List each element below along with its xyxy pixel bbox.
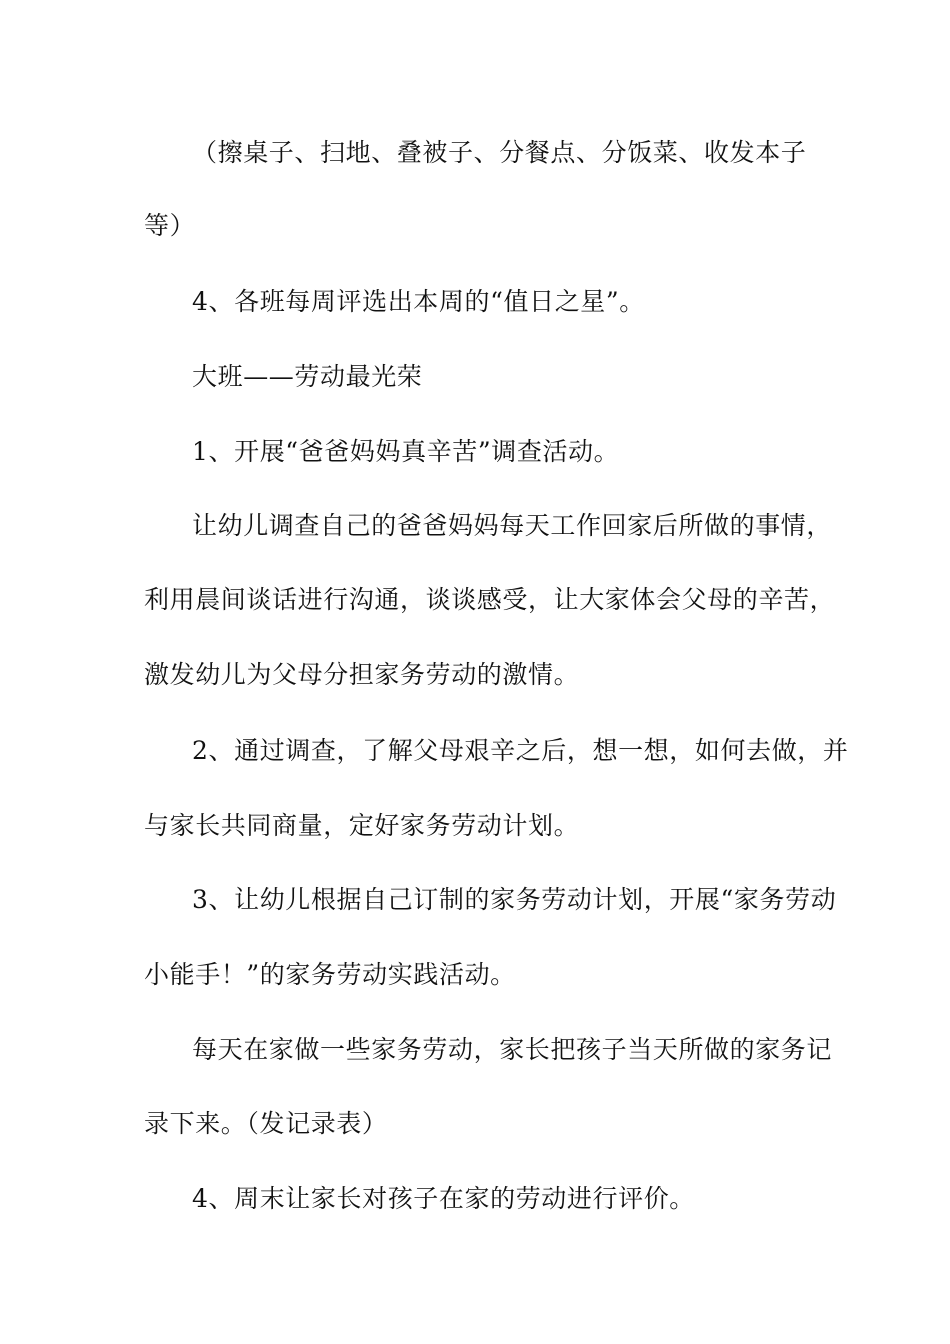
- text-line: 2、通过调查，了解父母艰辛之后，想一想，如何去做，并: [192, 736, 849, 765]
- text-line: 4、周末让家长对孩子在家的劳动进行评价。: [192, 1184, 695, 1213]
- text-line: 利用晨间谈话进行沟通，谈谈感受，让大家体会父母的辛苦，: [144, 585, 836, 614]
- text-line: 1、开展“爸爸妈妈真辛苦”调查活动。: [192, 437, 620, 466]
- text-line: 每天在家做一些家务劳动，家长把孩子当天所做的家务记: [192, 1035, 833, 1064]
- text-line: 激发幼儿为父母分担家务劳动的激情。: [144, 660, 580, 689]
- text-line: 4、各班每周评选出本周的“值日之星”。: [192, 287, 645, 316]
- text-line: 录下来。（发记录表）: [144, 1109, 388, 1138]
- text-line: 让幼儿调查自己的爸爸妈妈每天工作回家后所做的事情，: [192, 511, 833, 540]
- text-line: 与家长共同商量，定好家务劳动计划。: [144, 811, 580, 840]
- text-line: 等）: [144, 211, 196, 240]
- section-heading: 大班——劳动最光荣: [192, 362, 423, 391]
- text-line: 3、让幼儿根据自己订制的家务劳动计划，开展“家务劳动: [192, 885, 837, 914]
- text-line: （擦桌子、扫地、叠被子、分餐点、分饭菜、收发本子: [192, 138, 807, 167]
- text-line: 小能手！”的家务劳动实践活动。: [144, 960, 516, 989]
